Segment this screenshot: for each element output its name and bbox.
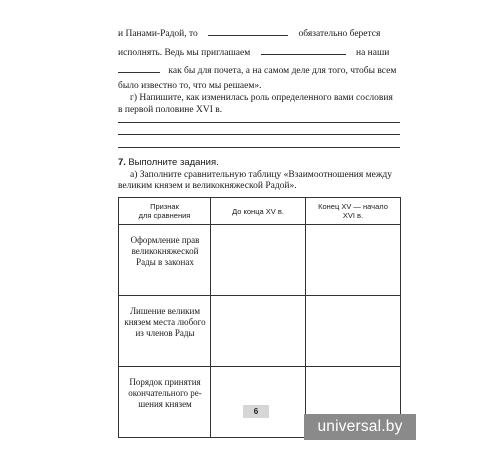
fill-blank[interactable] [118, 63, 160, 73]
paragraph-line-2 [118, 45, 389, 58]
answer-cell[interactable] [211, 296, 306, 367]
question-g-line-2: в первой половине XVI в. [118, 105, 223, 115]
question-g-line-1: г) Напишите, как изменилась роль определенного вами сословия [130, 93, 393, 103]
header-feature: Признак для сравнения [119, 198, 211, 225]
task-title: Выполните задания. [128, 157, 219, 168]
task-7a-line-1: а) Заполните сравнительную таблицу «Взаимоотношения между [130, 170, 392, 180]
answer-line[interactable] [118, 122, 400, 123]
text-fragment: и Панами-Радой, то [118, 29, 198, 39]
task-7-heading [118, 157, 219, 168]
page-number: 6 [243, 405, 269, 418]
text-fragment: обязательно берется [298, 29, 381, 39]
table-row [119, 296, 401, 367]
paragraph-line-4: было известно то, что мы решаем». [118, 81, 262, 91]
paragraph-line-1 [118, 26, 380, 39]
text-fragment: на наши [355, 48, 390, 58]
answer-cell[interactable] [306, 225, 401, 296]
paragraph-line-3 [118, 63, 396, 76]
answer-cell[interactable] [211, 225, 306, 296]
fill-blank[interactable] [208, 26, 288, 36]
task-number: 7. [118, 157, 126, 168]
table-row [119, 225, 401, 296]
answer-line[interactable] [118, 147, 400, 148]
table-header-row [119, 198, 401, 225]
feature-cell: Порядок принятия окончательного ре- шения князем [119, 367, 211, 438]
fill-blank[interactable] [261, 45, 346, 55]
comparison-table [118, 197, 401, 438]
answer-cell[interactable] [306, 296, 401, 367]
task-7a-line-2: великим князем и великокняжеской Радой». [118, 181, 297, 191]
answer-cell[interactable] [211, 367, 306, 438]
feature-cell: Оформление прав великокняжеской Рады в законах [119, 225, 211, 296]
answer-line[interactable] [118, 134, 400, 135]
header-xv-xvi: Конец XV — начало XVI в. [306, 198, 401, 225]
header-before-xv: До конца XV в. [211, 198, 306, 225]
watermark: universal.by [304, 414, 416, 440]
feature-cell: Лишение великим князем места любого из членов Рады [119, 296, 211, 367]
text-fragment: как бы для почета, а на самом деле для того, чтобы всем [168, 66, 397, 76]
text-fragment: исполнять. Ведь мы приглашаем [118, 48, 251, 58]
